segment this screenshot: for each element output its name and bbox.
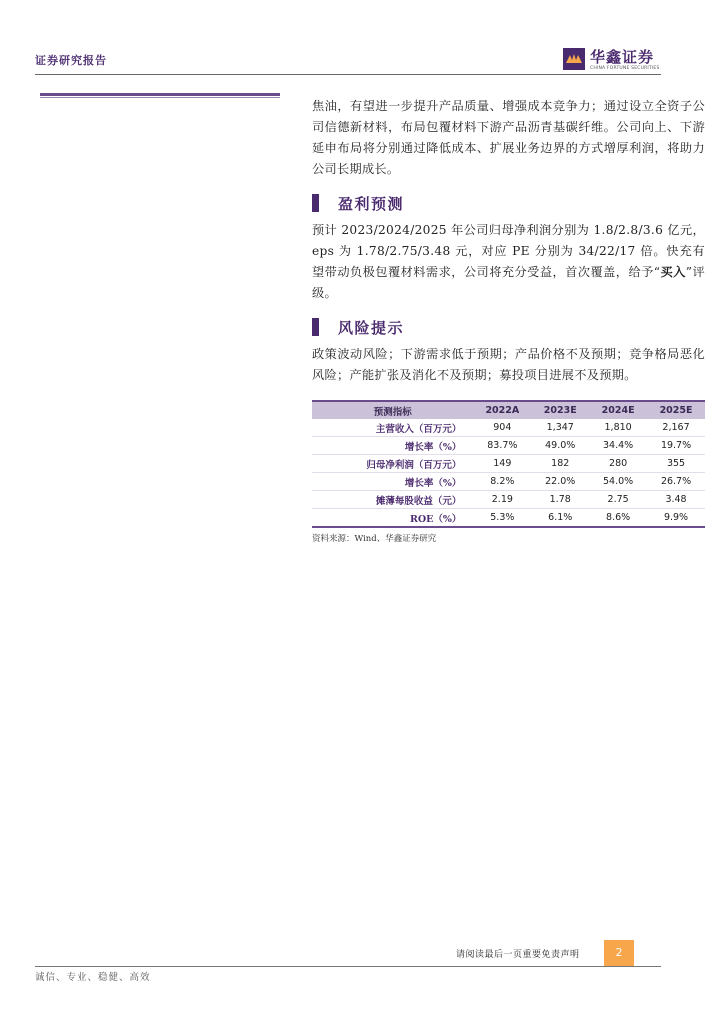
table-cell: 2,167 — [647, 419, 705, 437]
table-header-cell: 2025E — [647, 401, 705, 419]
profit-forecast-paragraph — [312, 220, 705, 304]
row-label: 摊薄每股收益（元） — [312, 491, 473, 509]
row-label: 增长率（%） — [312, 437, 473, 455]
logo-name-en: CHINA FORTUNE SECURITIES — [590, 66, 660, 71]
rating-text: 买入 — [660, 265, 686, 279]
row-label: 归母净利润（百万元） — [312, 455, 473, 473]
profit-forecast-text-end: ”评级。 — [312, 265, 705, 300]
table-cell: 2.75 — [589, 491, 647, 509]
sidebar-rule — [40, 93, 280, 96]
table-row — [312, 437, 705, 455]
section-marker — [312, 194, 319, 212]
table-cell: 149 — [473, 455, 531, 473]
table-cell: 49.0% — [531, 437, 589, 455]
page-number-badge: 2 — [604, 940, 634, 966]
table-cell: 9.9% — [647, 509, 705, 528]
table-row — [312, 473, 705, 491]
table-row — [312, 509, 705, 528]
table-row — [312, 455, 705, 473]
table-header-cell: 预测指标 — [312, 401, 473, 419]
table-header-cell: 2024E — [589, 401, 647, 419]
table-cell: 3.48 — [647, 491, 705, 509]
table-cell: 182 — [531, 455, 589, 473]
table-cell: 904 — [473, 419, 531, 437]
table-cell: 5.3% — [473, 509, 531, 528]
table-header-cell: 2023E — [531, 401, 589, 419]
company-logo-icon — [563, 48, 585, 70]
logo-name-cn: 华鑫证券 — [590, 48, 655, 66]
table-cell: 8.6% — [589, 509, 647, 528]
section-marker — [312, 318, 319, 336]
footer-divider — [35, 966, 661, 967]
company-logo — [563, 46, 683, 74]
risk-title: 风险提示 — [338, 319, 405, 337]
table-cell: 8.2% — [473, 473, 531, 491]
table-cell: 1.78 — [531, 491, 589, 509]
intro-paragraph: 焦油，有望进一步提升产品质量、增强成本竞争力；通过设立全资子公司信德新材料，布局包覆材料下游产品沥青基碳纤维。公司向上、下游延申布局将分别通过降低成本、扩展业务边界的方式增厚利润，将助力公司长期成长。 — [312, 99, 705, 176]
row-label: 增长率（%） — [312, 473, 473, 491]
header-divider — [35, 74, 661, 75]
table-cell: 355 — [647, 455, 705, 473]
row-label: 主营收入（百万元） — [312, 419, 473, 437]
table-cell: 34.4% — [589, 437, 647, 455]
table-cell: 19.7% — [647, 437, 705, 455]
forecast-table — [312, 400, 705, 528]
disclaimer-note: 请阅读最后一页重要免责声明 — [456, 950, 580, 960]
table-cell: 54.0% — [589, 473, 647, 491]
table-cell: 83.7% — [473, 437, 531, 455]
footer-motto: 诚信、专业、稳健、高效 — [35, 972, 151, 983]
profit-forecast-text: 预计 2023/2024/2025 年公司归母净利润分别为 1.8/2.8/3.6 亿元，eps 为 1.78/2.75/3.48 元，对应 PE 分别为 34/22/17 倍。快充有望带动负极包覆材料需求，公司将充分受益，首次覆盖，给予“ — [312, 223, 705, 279]
table-header-cell: 2022A — [473, 401, 531, 419]
report-label: 证券研究报告 — [35, 54, 107, 67]
sidebar-rule-thin — [40, 97, 280, 98]
risk-heading — [312, 316, 705, 338]
table-cell: 26.7% — [647, 473, 705, 491]
table-cell: 1,347 — [531, 419, 589, 437]
profit-forecast-title: 盈利预测 — [338, 195, 405, 213]
table-cell: 280 — [589, 455, 647, 473]
row-label: ROE（%） — [312, 509, 473, 528]
forecast-table-header — [312, 401, 705, 419]
table-cell: 6.1% — [531, 509, 589, 528]
table-cell: 1,810 — [589, 419, 647, 437]
table-source-note: 资料来源：Wind、华鑫证券研究 — [312, 534, 437, 544]
table-row — [312, 491, 705, 509]
profit-forecast-heading — [312, 192, 705, 214]
table-cell: 2.19 — [473, 491, 531, 509]
table-row — [312, 419, 705, 437]
risk-paragraph: 政策波动风险；下游需求低于预期；产品价格不及预期；竞争格局恶化风险；产能扩张及消化不及预期；募投项目进展不及预期。 — [312, 347, 705, 382]
main-content — [312, 96, 705, 544]
table-cell: 22.0% — [531, 473, 589, 491]
